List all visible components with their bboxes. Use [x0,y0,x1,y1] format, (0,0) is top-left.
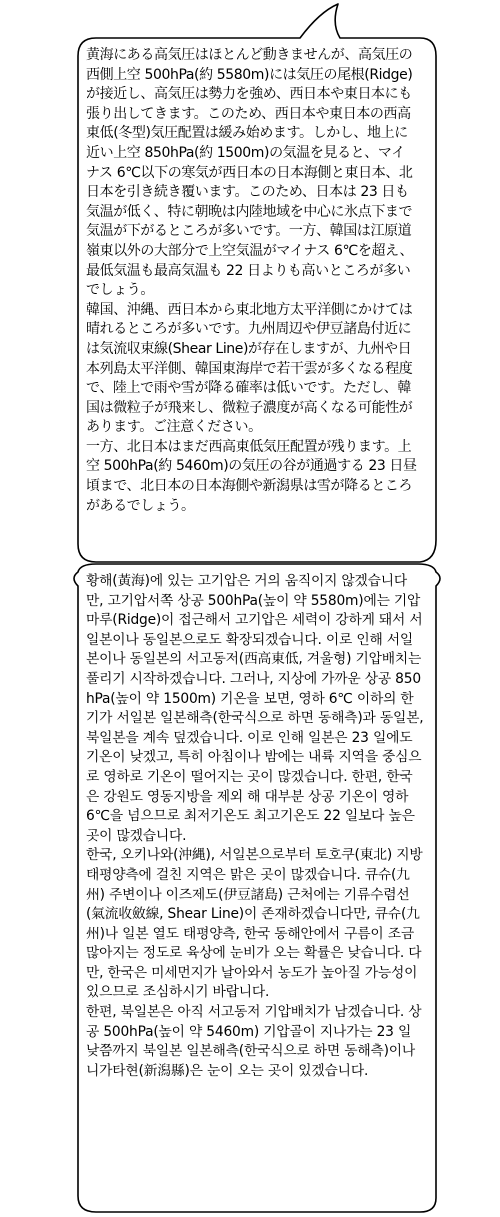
korean-weather-text: 황해(黃海)에 있는 고기압은 거의 움직이지 않겠습니다만, 고기압서쪽 상공 500hPa(높이 약 5580m)에는 기압마루(Ridge)이 접근해서 고기압은 세력이 강하게 돼서 서일본이나 동일본으로도 확장되겠습니다. 이로 인해 서일본이나 동일본의 서고동저(西高東低, 겨울형) 기압배치는 풀리기 시작하겠습니다. 그러나, 지상에 가까운 상공 850hPa(높이 약 1500m) 기온을 보면, 영하 6℃ 이하의 한기가 서일본 일본해측(한국식으로 하면 동해측)과 동일본, 북일본을 계속 덮겠습니다. 이로 인해 일본은 23 일에도 기온이 낮겠고, 특히 아침이나 밤에는 내륙 지역을 중심으로 영하로 기온이 떨어지는 곳이 많겠습니다. 한편, 한국은 강원도 영동지방을 제외 해 대부분 상공 기온이 영하 6℃을 넘으므로 최저기온도 최고기온도 22 일보다 높은 곳이 많겠습니다. 한국, 오키나와(沖縄), 서일본으로부터 토호쿠(東北) 지방 태평양측에 걸친 지역은 맑은 곳이 많겠습니다. 큐슈(九州) 주변이나 이즈제도(伊豆諸島) 근처에는 기류수렴선(氣流收斂線, Shear Line)이 존재하겠습니다만, 큐슈(九州)나 일본 열도 태평양측, 한국 동해안에서 구름이 조금 많아지는 정도로 육상에 눈비가 오는 확률은 낮습니다. 다만, 한국은 미세먼지가 날아와서 농도가 높아질 가능성이 있으므로 조심하시기 바랍니다. 한편, 북일본은 아직 서고동저 기압배치가 남겠습니다. 상공 500hPa(높이 약 5460m) 기압골이 지나가는 23 일 낮쯤까지 북일본 일본해측(한국식으로 하면 동해측)이나 니가타현(新潟縣)은 눈이 오는 곳이 있겠습니다. [86,573,424,1079]
japanese-weather-text: 黄海にある高気圧はほとんど動きませんが、高気圧の西側上空 500hPa(約 5580m)には気圧の尾根(Ridge)が接近し、高気圧は勢力を強め、西日本や東日本にも張り出してきます。このため、西日本や東日本の西高東低(冬型)気圧配置は緩み始めます。しかし、地上に近い上空 850hPa(約 1500m)の気温を見ると、マイナス 6℃以下の寒気が西日本の日本海側と東日本、北日本を引き続き覆います。このため、日本は 23 日も気温が低く、特に朝晩は内陸地域を中心に氷点下まで気温が下がるところが多いです。一方、韓国は江原道嶺東以外の大部分で上空気温がマイナス 6℃を超え、最低気温も最高気温も 22 日よりも高いところが多いでしょう。 韓国、沖縄、西日本から東北地方太平洋側にかけては晴れるところが多いです。九州周辺や伊豆諸島付近には気流収束線(Shear Line)が存在しますが、九州や日本列島太平洋側、韓国東海岸で若干雲が多くなる程度で、陸上で雨や雪が降る確率は低いです。ただし、韓国は微粒子が飛来し、微粒子濃度が高くなる可能性があります。ご注意ください。 一方、北日本はまだ西高東低気圧配置が残ります。上空 500hPa(約 5460m)の気圧の谷が通過する 23 日昼頃まで、北日本の日本海側や新潟県は雪が降るところがあるでしょう。 [86,47,417,514]
